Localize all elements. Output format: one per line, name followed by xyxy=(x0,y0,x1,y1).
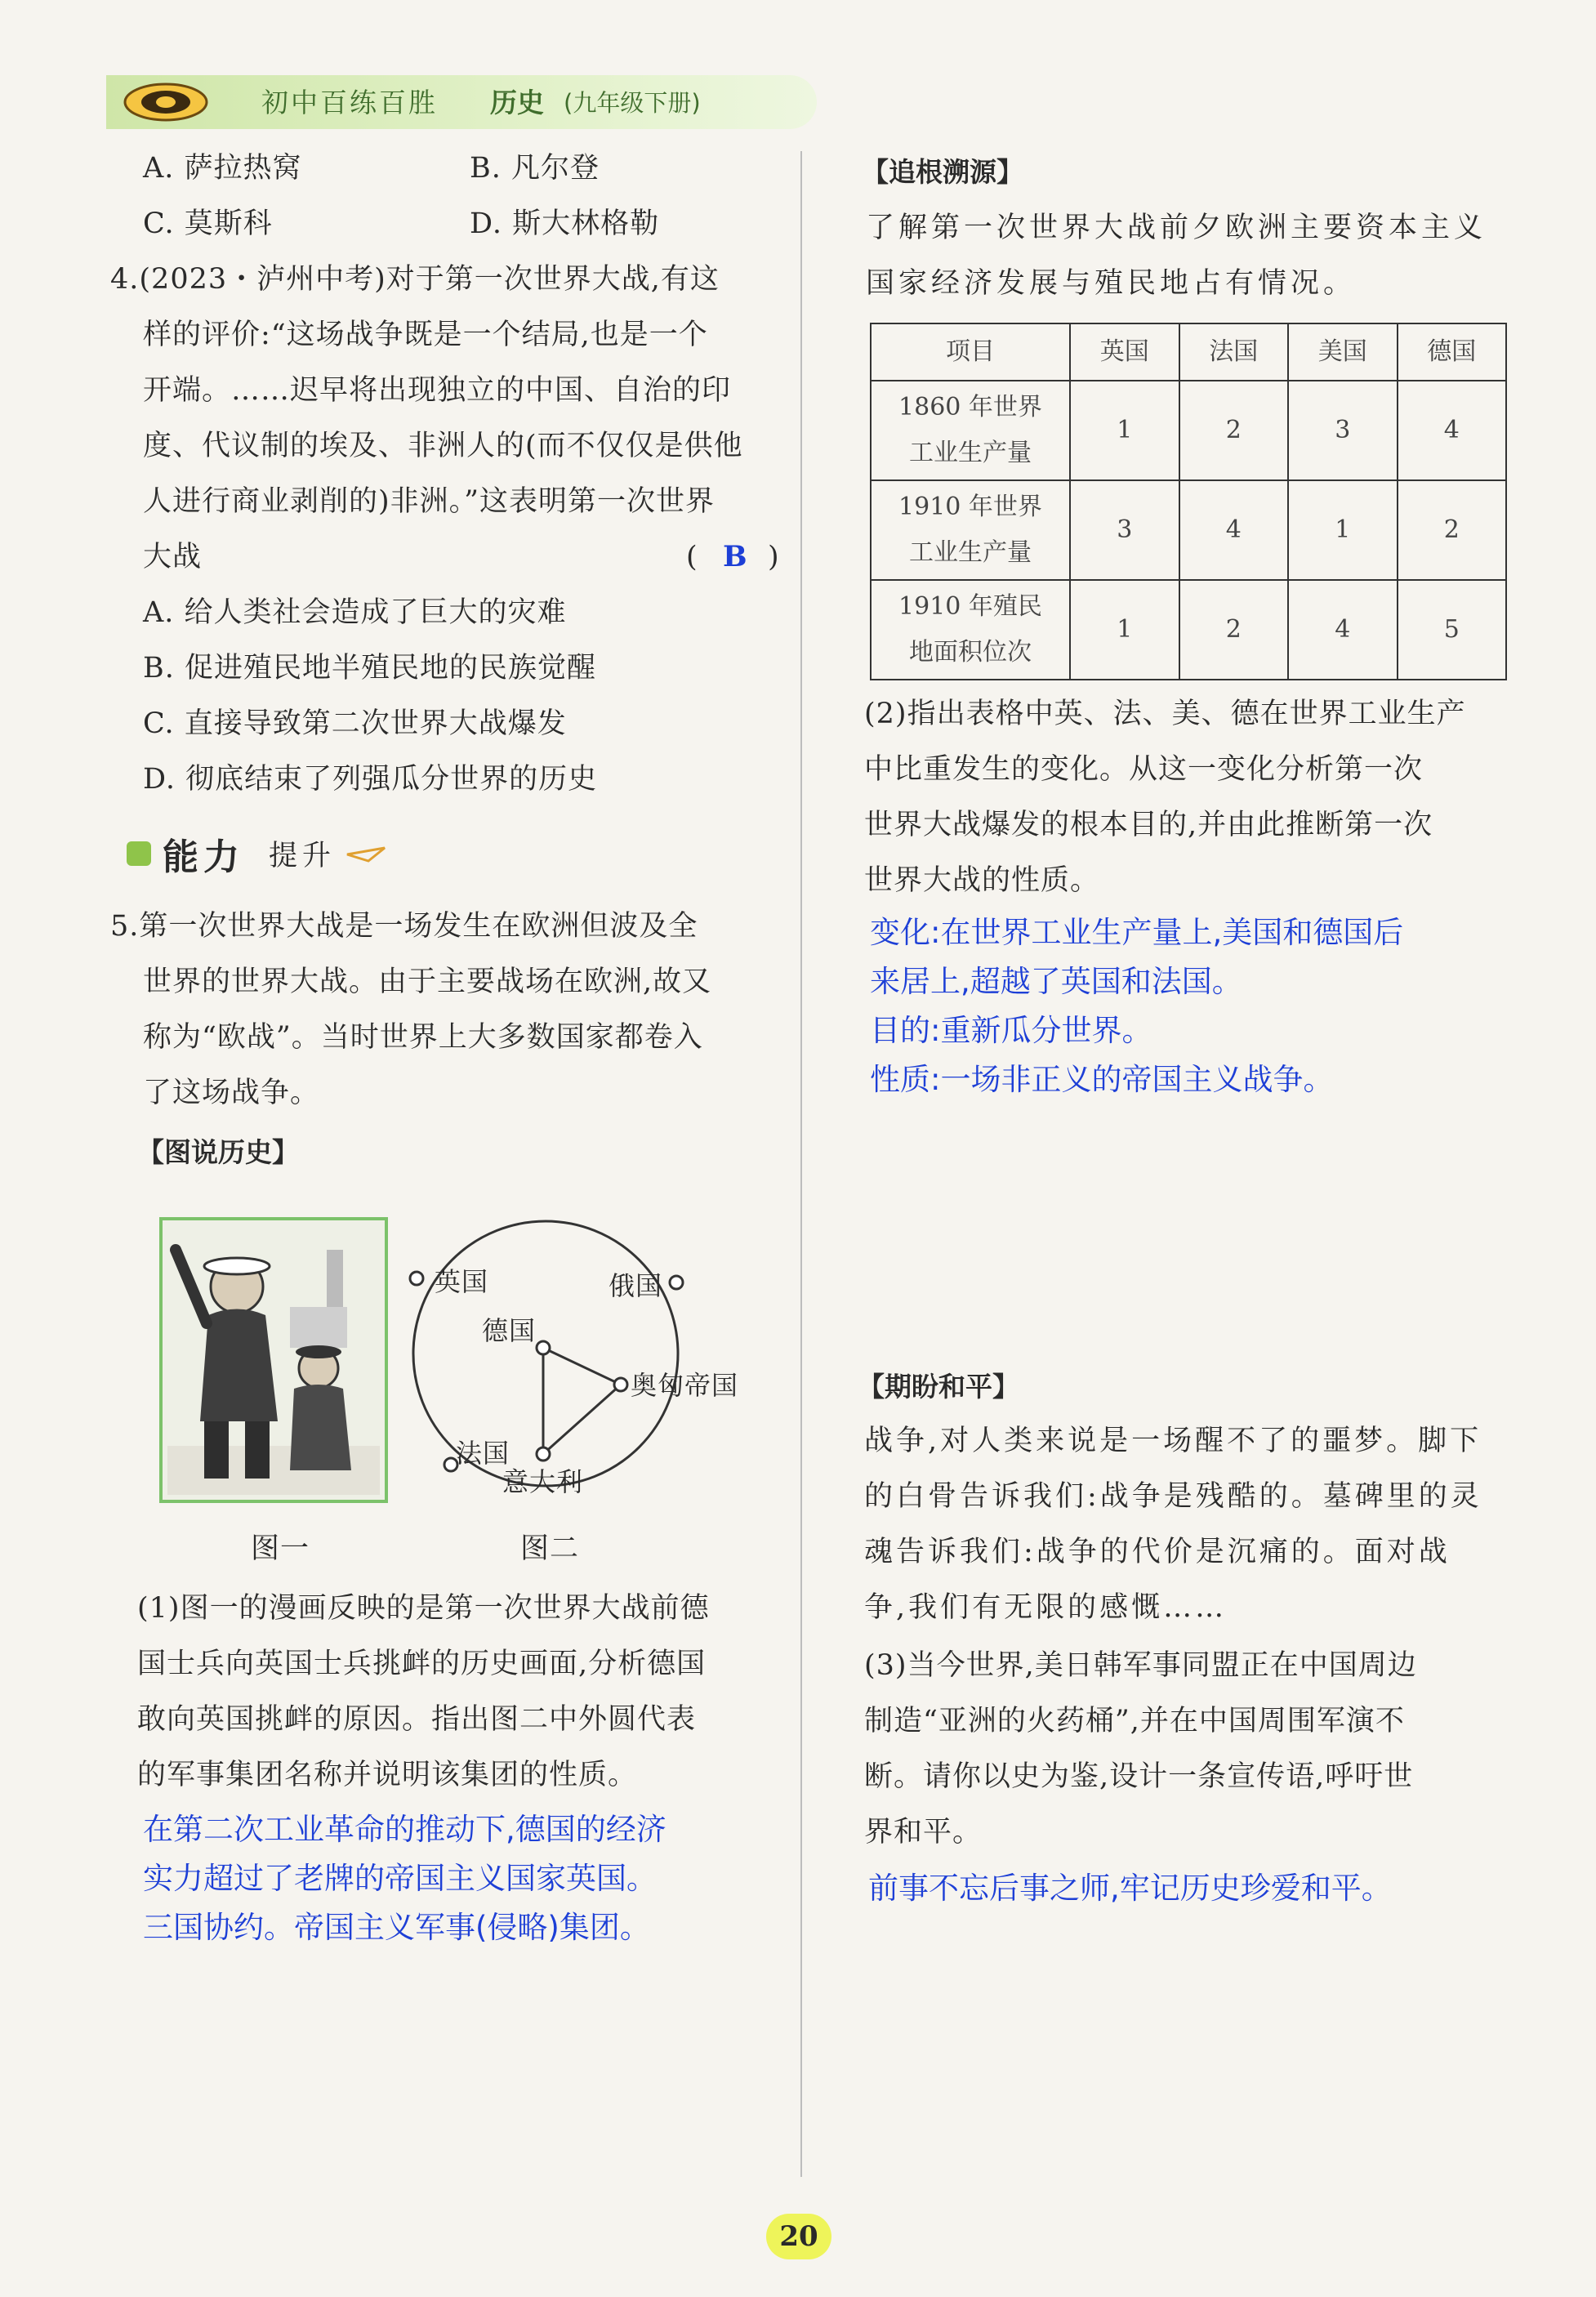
answer-bracket-open: ( xyxy=(686,541,698,573)
table-cell: 3 xyxy=(1070,480,1179,580)
zhuigen-intro xyxy=(866,200,1519,311)
q3-option-d: D. 斯大林格勒 xyxy=(470,207,660,240)
q1-line: 的军事集团名称并说明该集团的性质。 xyxy=(137,1759,638,1791)
table-row xyxy=(871,480,1506,580)
node-russia xyxy=(670,1276,683,1289)
a2-line: 来居上,超越了英国和法国。 xyxy=(870,964,1242,999)
question-5 xyxy=(110,899,788,1121)
table-row xyxy=(871,580,1506,680)
label-germany: 德国 xyxy=(482,1315,537,1346)
q3-line: 断。请你以史为鉴,设计一条宣传语,呼吁世 xyxy=(864,1760,1414,1793)
qipan-intro-line: 战争,对人类来说是一场醒不了的噩梦。脚下 xyxy=(864,1425,1482,1457)
table-cell: 1 xyxy=(1070,381,1179,480)
subject-title: 历史 xyxy=(490,87,544,118)
q3-option-b: B. 凡尔登 xyxy=(470,152,600,185)
q2-line: (2)指出表格中英、法、美、德在世界工业生产 xyxy=(864,698,1466,730)
table-cell: 4 xyxy=(1288,580,1398,680)
q3-line: (3)当今世界,美日韩军事同盟正在中国周边 xyxy=(864,1649,1417,1682)
row-label-line: 工业生产量 xyxy=(909,538,1032,567)
q3-option-c: C. 莫斯科 xyxy=(143,207,273,240)
q3-line: 界和平。 xyxy=(864,1816,983,1849)
node-germany xyxy=(537,1341,550,1354)
table-row-label xyxy=(871,381,1070,480)
qipan-intro xyxy=(864,1413,1542,1635)
q1-line: (1)图一的漫画反映的是第一次世界大战前德 xyxy=(137,1592,710,1625)
q4-stem-end xyxy=(110,529,788,585)
qipan-heading: 【期盼和平】 xyxy=(858,1371,1019,1403)
row-label-line: 1910 年世界 xyxy=(898,493,1042,521)
q2-line: 世界大战的性质。 xyxy=(864,864,1100,897)
table-cell: 1 xyxy=(1288,480,1398,580)
page-number: 20 xyxy=(766,2214,831,2259)
table-cell: 3 xyxy=(1288,381,1398,480)
figure-1-caption: 图一 xyxy=(251,1532,310,1565)
triple-alliance-triangle xyxy=(543,1348,621,1454)
zhuigen-intro-line: 国家经济发展与殖民地占有情况。 xyxy=(866,267,1357,300)
q5-line: 世界的世界大战。由于主要战场在欧洲,故又 xyxy=(143,966,712,998)
table-header-cell: 美国 xyxy=(1288,323,1398,381)
table-header-cell: 德国 xyxy=(1398,323,1507,381)
table-cell: 2 xyxy=(1179,580,1289,680)
header-band xyxy=(106,75,817,129)
q1-line: 国士兵向英国士兵挑衅的历史画面,分析德国 xyxy=(137,1648,707,1680)
q4-option-d: D. 彻底结束了列强瓜分世界的历史 xyxy=(143,763,598,796)
q4-line: 开端。……迟早将出现独立的中国、自治的印 xyxy=(143,374,732,407)
figure-1-cartoon xyxy=(159,1217,388,1503)
q2-line: 世界大战爆发的根本目的,并由此推断第一次 xyxy=(864,809,1433,841)
q4-line: 大战 xyxy=(143,541,203,573)
answer-bracket-close: ) xyxy=(768,541,780,573)
a2-line: 变化:在世界工业生产量上,美国和德国后 xyxy=(870,915,1404,950)
book-title: 初中百练百胜 xyxy=(261,87,438,118)
question-1 xyxy=(137,1581,791,1803)
book-logo-icon xyxy=(121,82,211,123)
a1-line: 实力超过了老牌的帝国主义国家英国。 xyxy=(143,1861,657,1896)
table-header-cell: 法国 xyxy=(1179,323,1289,381)
table-cell: 1 xyxy=(1070,580,1179,680)
table-cell: 4 xyxy=(1398,381,1507,480)
row-label-line: 1860 年世界 xyxy=(898,393,1042,421)
pencil-arrow-icon xyxy=(344,841,393,866)
question-3 xyxy=(864,1638,1542,1860)
table-cell: 5 xyxy=(1398,580,1507,680)
column-divider xyxy=(800,151,802,2177)
q4-option-b: B. 促进殖民地半殖民地的民族觉醒 xyxy=(143,652,596,685)
q4-line: 度、代议制的埃及、非洲人的(而不仅仅是供他 xyxy=(143,430,743,462)
table-cell: 4 xyxy=(1179,480,1289,580)
a3-line: 前事不忘后事之师,牢记历史珍爱和平。 xyxy=(868,1871,1392,1906)
q4-answer: B xyxy=(723,540,748,573)
row-label-line: 地面积位次 xyxy=(909,638,1032,667)
label-france: 法国 xyxy=(456,1438,510,1469)
question-4 xyxy=(110,252,788,807)
q3-option-a: A. 萨拉热窝 xyxy=(143,152,302,185)
row-label-line: 工业生产量 xyxy=(909,439,1032,467)
qipan-intro-line: 的白骨告诉我们:战争是残酷的。墓碑里的灵 xyxy=(864,1480,1482,1513)
table-row-label xyxy=(871,580,1070,680)
label-britain: 英国 xyxy=(435,1266,489,1297)
table-cell: 2 xyxy=(1398,480,1507,580)
label-italy: 意大利 xyxy=(502,1466,584,1497)
a1-line: 三国协约。帝国主义军事(侵略)集团。 xyxy=(143,1910,650,1945)
q2-line: 中比重发生的变化。从这一变化分析第一次 xyxy=(864,753,1424,786)
a2-line: 性质:一场非正义的帝国主义战争。 xyxy=(870,1062,1334,1097)
zhuigen-intro-line: 了解第一次世界大战前夕欧洲主要资本主义 xyxy=(866,212,1487,244)
q5-line: 了这场战争。 xyxy=(143,1077,320,1109)
zhuigen-heading: 【追根溯源】 xyxy=(862,156,1023,188)
table-header-row xyxy=(871,323,1506,381)
q4-line: 4.(2023・泸州中考)对于第一次世界大战,有这 xyxy=(110,263,720,296)
table-header-cell: 项目 xyxy=(871,323,1070,381)
label-austria: 奥匈帝国 xyxy=(631,1370,739,1401)
table-header-cell: 英国 xyxy=(1070,323,1179,381)
answer-2 xyxy=(870,908,1540,1104)
section-ability-title: 能力 xyxy=(163,836,244,878)
label-russia: 俄国 xyxy=(609,1270,663,1301)
a1-line: 在第二次工业革命的推动下,德国的经济 xyxy=(143,1812,666,1847)
q4-line: 人进行商业剥削的)非洲。”这表明第一次世界 xyxy=(143,485,716,518)
grade-label: (九年级下册) xyxy=(564,89,701,117)
table-row xyxy=(871,381,1506,480)
q1-line: 敢向英国挑衅的原因。指出图二中外圆代表 xyxy=(137,1703,697,1736)
figure-2-caption: 图二 xyxy=(520,1532,580,1565)
section-ability-subtitle: 提升 xyxy=(269,840,337,872)
answer-3 xyxy=(868,1864,1538,1913)
q3-line: 制造“亚洲的火药桶”,并在中国周围军演不 xyxy=(864,1705,1405,1737)
q5-line: 称为“欧战”。当时世界上大多数国家都卷入 xyxy=(143,1021,703,1054)
a2-line: 目的:重新瓜分世界。 xyxy=(870,1013,1152,1048)
qipan-intro-line: 魂告诉我们:战争的代价是沉痛的。面对战 xyxy=(864,1536,1451,1568)
question-2 xyxy=(864,686,1534,908)
q4-option-a: A. 给人类社会造成了巨大的灾难 xyxy=(143,596,567,629)
q5-line: 5.第一次世界大战是一场发生在欧洲但波及全 xyxy=(110,910,698,943)
section-icon xyxy=(127,841,151,866)
tushuo-heading: 【图说历史】 xyxy=(137,1136,299,1168)
answer-1 xyxy=(143,1805,796,1952)
economy-table xyxy=(870,323,1507,680)
qipan-intro-line: 争,我们有无限的感慨…… xyxy=(864,1591,1228,1624)
page-header xyxy=(106,75,817,129)
q4-line: 样的评价:“这场战争既是一个结局,也是一个 xyxy=(143,319,708,351)
node-austria xyxy=(614,1378,627,1391)
section-ability xyxy=(127,829,393,878)
node-britain xyxy=(410,1272,423,1285)
table-row-label xyxy=(871,480,1070,580)
table-cell: 2 xyxy=(1179,381,1289,480)
q4-option-c: C. 直接导致第二次世界大战爆发 xyxy=(143,707,567,740)
row-label-line: 1910 年殖民 xyxy=(898,592,1042,621)
